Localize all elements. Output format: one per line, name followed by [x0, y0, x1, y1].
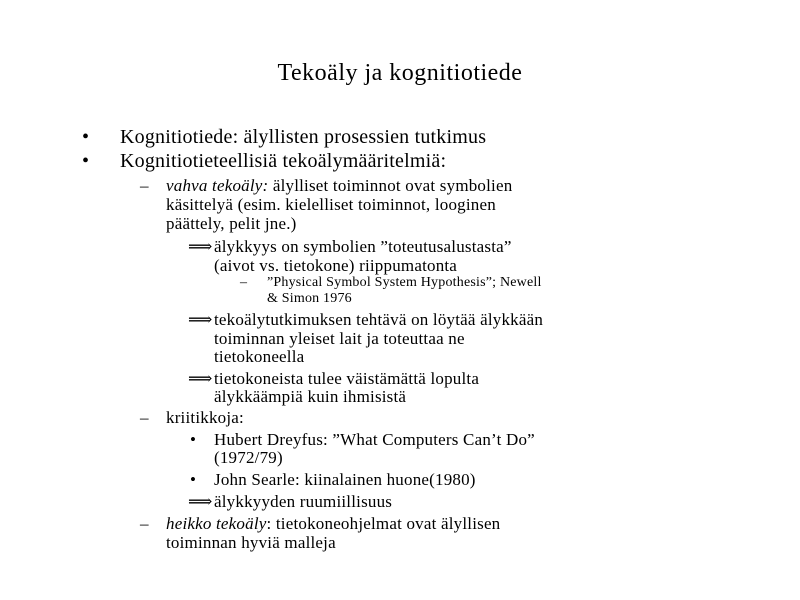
- arrow-icon: ⟹: [188, 492, 213, 511]
- weak-ai-term: heikko tekoäly: [166, 514, 267, 533]
- implication2-line2: toiminnan yleiset lait ja toteuttaa ne: [214, 329, 465, 348]
- bullet-definitions: Kognitiotieteellisiä tekoälymääritelmiä:: [120, 150, 447, 172]
- bullet-marker: •: [82, 150, 90, 172]
- implication1-line2: (aivot vs. tietokone) riippumatonta: [214, 256, 458, 275]
- critic-dreyfus-line2: (1972/79): [214, 448, 283, 467]
- bullet-marker: •: [82, 126, 90, 148]
- critics-label: kriitikkoja:: [166, 408, 244, 427]
- implication2-line1: tekoälytutkimuksen tehtävä on löytää älykkään: [214, 310, 544, 329]
- implication3-line1: tietokoneista tulee väistämättä lopulta: [214, 369, 480, 388]
- implication1-line1: älykkyys on symbolien ”toteutusalustasta”: [214, 237, 512, 256]
- bullet-marker: •: [190, 470, 196, 489]
- critics-implication: älykkyyden ruumiillisuus: [214, 492, 393, 511]
- dash-marker: –: [140, 514, 149, 533]
- strong-ai-line3: päättely, pelit jne.): [166, 214, 297, 233]
- slide-title: Tekoäly ja kognitiotiede: [277, 60, 523, 86]
- dash-marker: –: [140, 176, 149, 195]
- dash-marker: –: [240, 275, 247, 290]
- strong-ai-line2: käsittelyä (esim. kielelliset toiminnot, looginen: [166, 195, 496, 214]
- pssh-line1: ”Physical Symbol System Hypothesis”; Newell: [267, 275, 542, 290]
- strong-ai-term: vahva tekoäly:: [166, 176, 269, 195]
- bullet-marker: •: [190, 430, 196, 449]
- critic-searle: John Searle: kiinalainen huone(1980): [214, 470, 476, 489]
- arrow-icon: ⟹: [188, 310, 213, 329]
- dash-marker: –: [140, 408, 149, 427]
- arrow-icon: ⟹: [188, 369, 213, 388]
- critic-dreyfus-line1: Hubert Dreyfus: ”What Computers Can’t Do”: [214, 430, 535, 449]
- arrow-icon: ⟹: [188, 237, 213, 256]
- weak-ai-line1: heikko tekoäly: tietokoneohjelmat ovat älyllisen: [166, 514, 501, 533]
- weak-ai-line2: toiminnan hyviä malleja: [166, 533, 336, 552]
- bullet-kognitiotiede: Kognitiotiede: älyllisten prosessien tutkimus: [120, 126, 487, 148]
- implication2-line3: tietokoneella: [214, 347, 305, 366]
- implication3-line2: älykkäämpiä kuin ihmisistä: [214, 387, 407, 406]
- pssh-line2: & Simon 1976: [267, 291, 352, 306]
- strong-ai-line1: vahva tekoäly: älylliset toiminnot ovat symbolien: [166, 176, 513, 195]
